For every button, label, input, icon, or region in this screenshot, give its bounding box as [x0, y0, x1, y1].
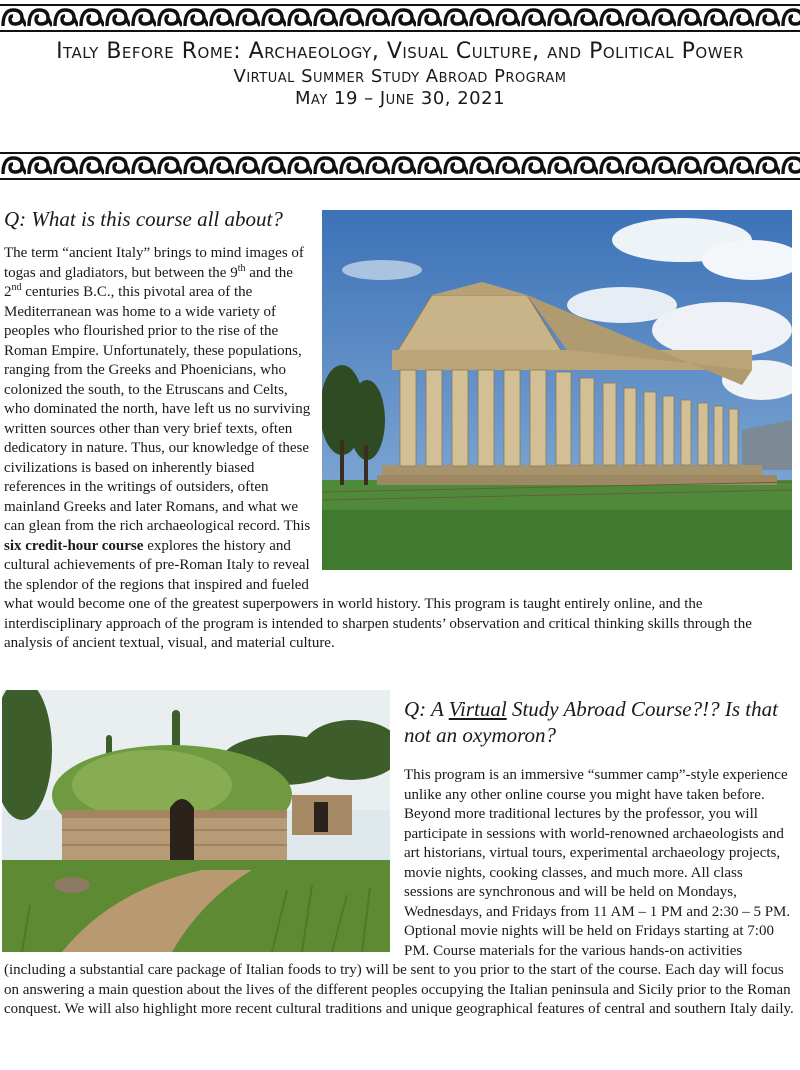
question-text: Q: A — [404, 697, 449, 721]
ordinal-suffix: th — [237, 262, 246, 274]
virtual-course-section — [4, 690, 794, 1020]
question-heading-1: Q: What is this course all about? — [4, 207, 283, 231]
greek-key-border-bottom — [0, 152, 800, 180]
text-run: and the — [245, 264, 293, 281]
page-header — [0, 40, 800, 110]
question-text: Study Abroad Course?!? Is that not an oxymoron? — [404, 697, 778, 747]
greek-temple-photo — [322, 210, 792, 570]
ordinal-suffix: nd — [11, 282, 22, 293]
greek-key-border-top — [0, 4, 800, 32]
text-run: explores the history and cultural achievements of pre-Roman Italy to reveal the splendor of the regions that inspired and fueled what would become one of the greatest superpowers in world history. This program is taught entirely online, and the interdisciplinary approach of the program is intended to sharpen students’ observation and critical thinking skills through the analysis of ancient textual, visual, and material culture. — [4, 537, 752, 651]
credit-hours-highlight: six credit-hour course — [4, 537, 144, 554]
text-run: centuries B.C., this pivotal area of the Mediterranean was home to a wide variety of peoples who flourished prior to the rise of the Roman Empire. Unfortunately, these populations, ranging from the Greeks and Phoenicians, who colonized the south, to the Etruscans and Celts, who dominated the north, have left us no surviving written sources other than very brief texts, often dedicatory in nature. Thus, our knowledge of these civilizations is based on inherently biased references in the writings of outsiders, often mainland Greeks and later Romans, and what we can glean from the rich archaeological record. This — [4, 284, 311, 534]
text-run: The term “ancient Italy” brings to mind images of togas and gladiators, but between the — [4, 245, 304, 281]
question-emphasis: Virtual — [448, 697, 507, 721]
program-dates: May 19 – June 30, 2021 — [294, 88, 506, 109]
program-subtitle: Virtual Summer Study Abroad Program — [233, 66, 567, 87]
virtual-course-paragraph: This program is an immersive “summer camp”-style experience unlike any other online course you might have taken before. Beyond more traditional lectures by the professor, you will participate in sessions with world-renowned archaeologists and art historians, virtual tours, experimental archaeology projects, movie nights, cooking classes, and much more. All class sessions are synchronous and will be held on Mondays, Wednesdays, and Fridays from 11 AM – 1 PM and 2:30 – 5 PM. Optional movie nights will be held on Fridays starting at 7:00 PM. Course materials for the various hands-on activities (including a substantial care package of Italian foods to try) will be sent to you prior to the start of the course. Each day will focus on answering a main question about the lives of the different peoples occupying the Italian peninsula and Sicily prior to the Roman conquest. We will also highlight more recent cultural traditions and unique geographical features of central and southern Italy daily. — [4, 767, 794, 1017]
etruscan-tomb-photo — [2, 690, 390, 952]
page-title: Italy Before Rome: Archaeology, Visual Culture, and Political Power — [56, 39, 744, 64]
century-number: 2 — [4, 284, 12, 300]
century-number: 9 — [230, 264, 238, 281]
course-about-section — [4, 198, 794, 654]
